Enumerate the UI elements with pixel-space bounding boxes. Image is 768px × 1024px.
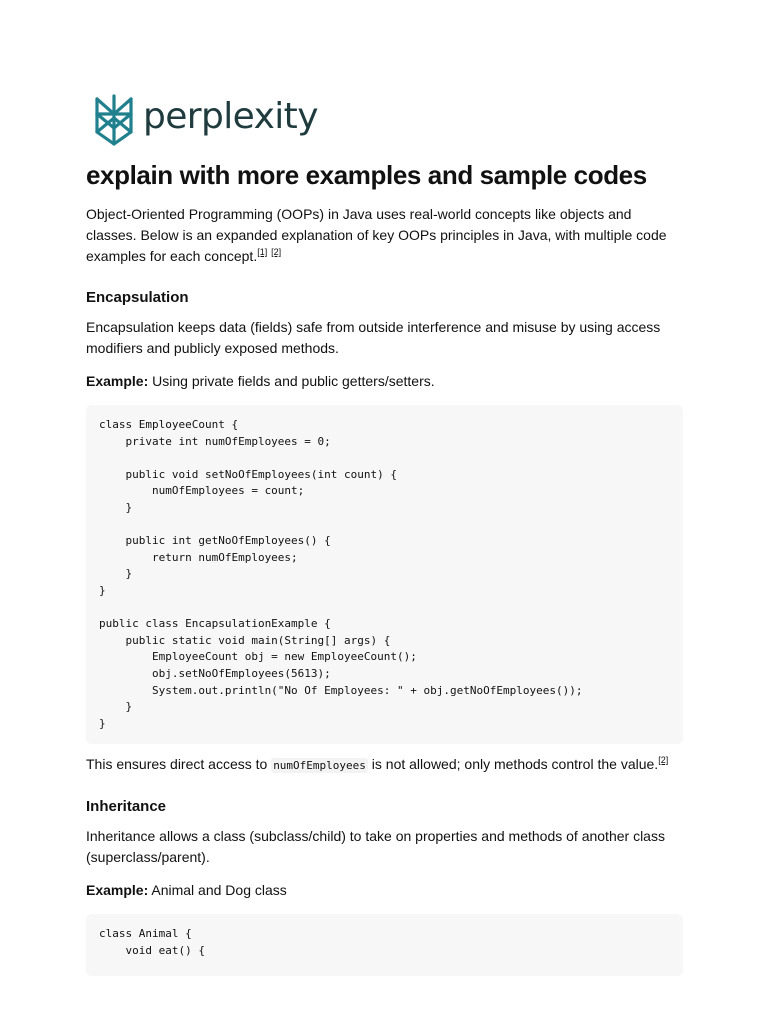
- intro-text: Object-Oriented Programming (OOPs) in Java uses real-world concepts like objects and classes. Below is an expanded explanation of key OOPs principles in Java, with multiple code examples for each concept.: [86, 206, 667, 264]
- citation-link-2[interactable]: [2]: [658, 755, 669, 766]
- inline-code: numOfEmployees: [273, 759, 366, 773]
- inheritance-description: Inheritance allows a class (subclass/child) to take on properties and methods of another class (superclass/parent).: [86, 828, 665, 866]
- page-title: explain with more examples and sample codes: [86, 160, 647, 190]
- citation: [271, 247, 281, 257]
- note-text-before: This ensures direct access to: [86, 756, 272, 773]
- example-label: Example:: [86, 373, 149, 389]
- code-block-inheritance[interactable]: class Animal { void eat() {: [86, 914, 683, 976]
- intro-paragraph: [86, 204, 683, 267]
- note-text-after: is not allowed; only methods control the value.: [367, 756, 659, 773]
- citation: [658, 755, 668, 765]
- example-text: Using private fields and public getters/setters.: [148, 373, 435, 389]
- example-text: Animal and Dog class: [148, 882, 287, 899]
- section-heading-encapsulation: Encapsulation: [86, 289, 189, 306]
- inheritance-example-caption: [86, 880, 683, 901]
- section-heading-inheritance: Inheritance: [86, 798, 167, 816]
- encapsulation-note: [86, 754, 683, 776]
- code-block-encapsulation[interactable]: class EmployeeCount { private int numOfEmployees = 0; public void setNoOfEmployees(int count) { numOfEmployees = count; } public int getNoOfEmployees() { return numOfEmployees; } } public class EncapsulationExample { public static void main(String[] args) { EmployeeCount obj = new EmployeeCount(); obj.setNoOfEmployees(5613); System.out.println("No Of Employees: " + obj.getNoOfEmployees()); } }: [86, 405, 683, 744]
- brand-wordmark: perplexity: [143, 96, 318, 137]
- example-label: Example:: [86, 882, 149, 899]
- encapsulation-description: Encapsulation keeps data (fields) safe from outside interference and misuse by using access modifiers and publicly exposed methods.: [86, 319, 661, 356]
- document-page: [86, 92, 683, 976]
- brand-logo: [93, 92, 683, 148]
- citation: [257, 247, 267, 257]
- citation-link-1[interactable]: [1]: [257, 247, 268, 257]
- encapsulation-example-caption: [86, 371, 683, 392]
- citation-link-2[interactable]: [2]: [271, 247, 282, 257]
- perplexity-logo-icon: [93, 94, 135, 146]
